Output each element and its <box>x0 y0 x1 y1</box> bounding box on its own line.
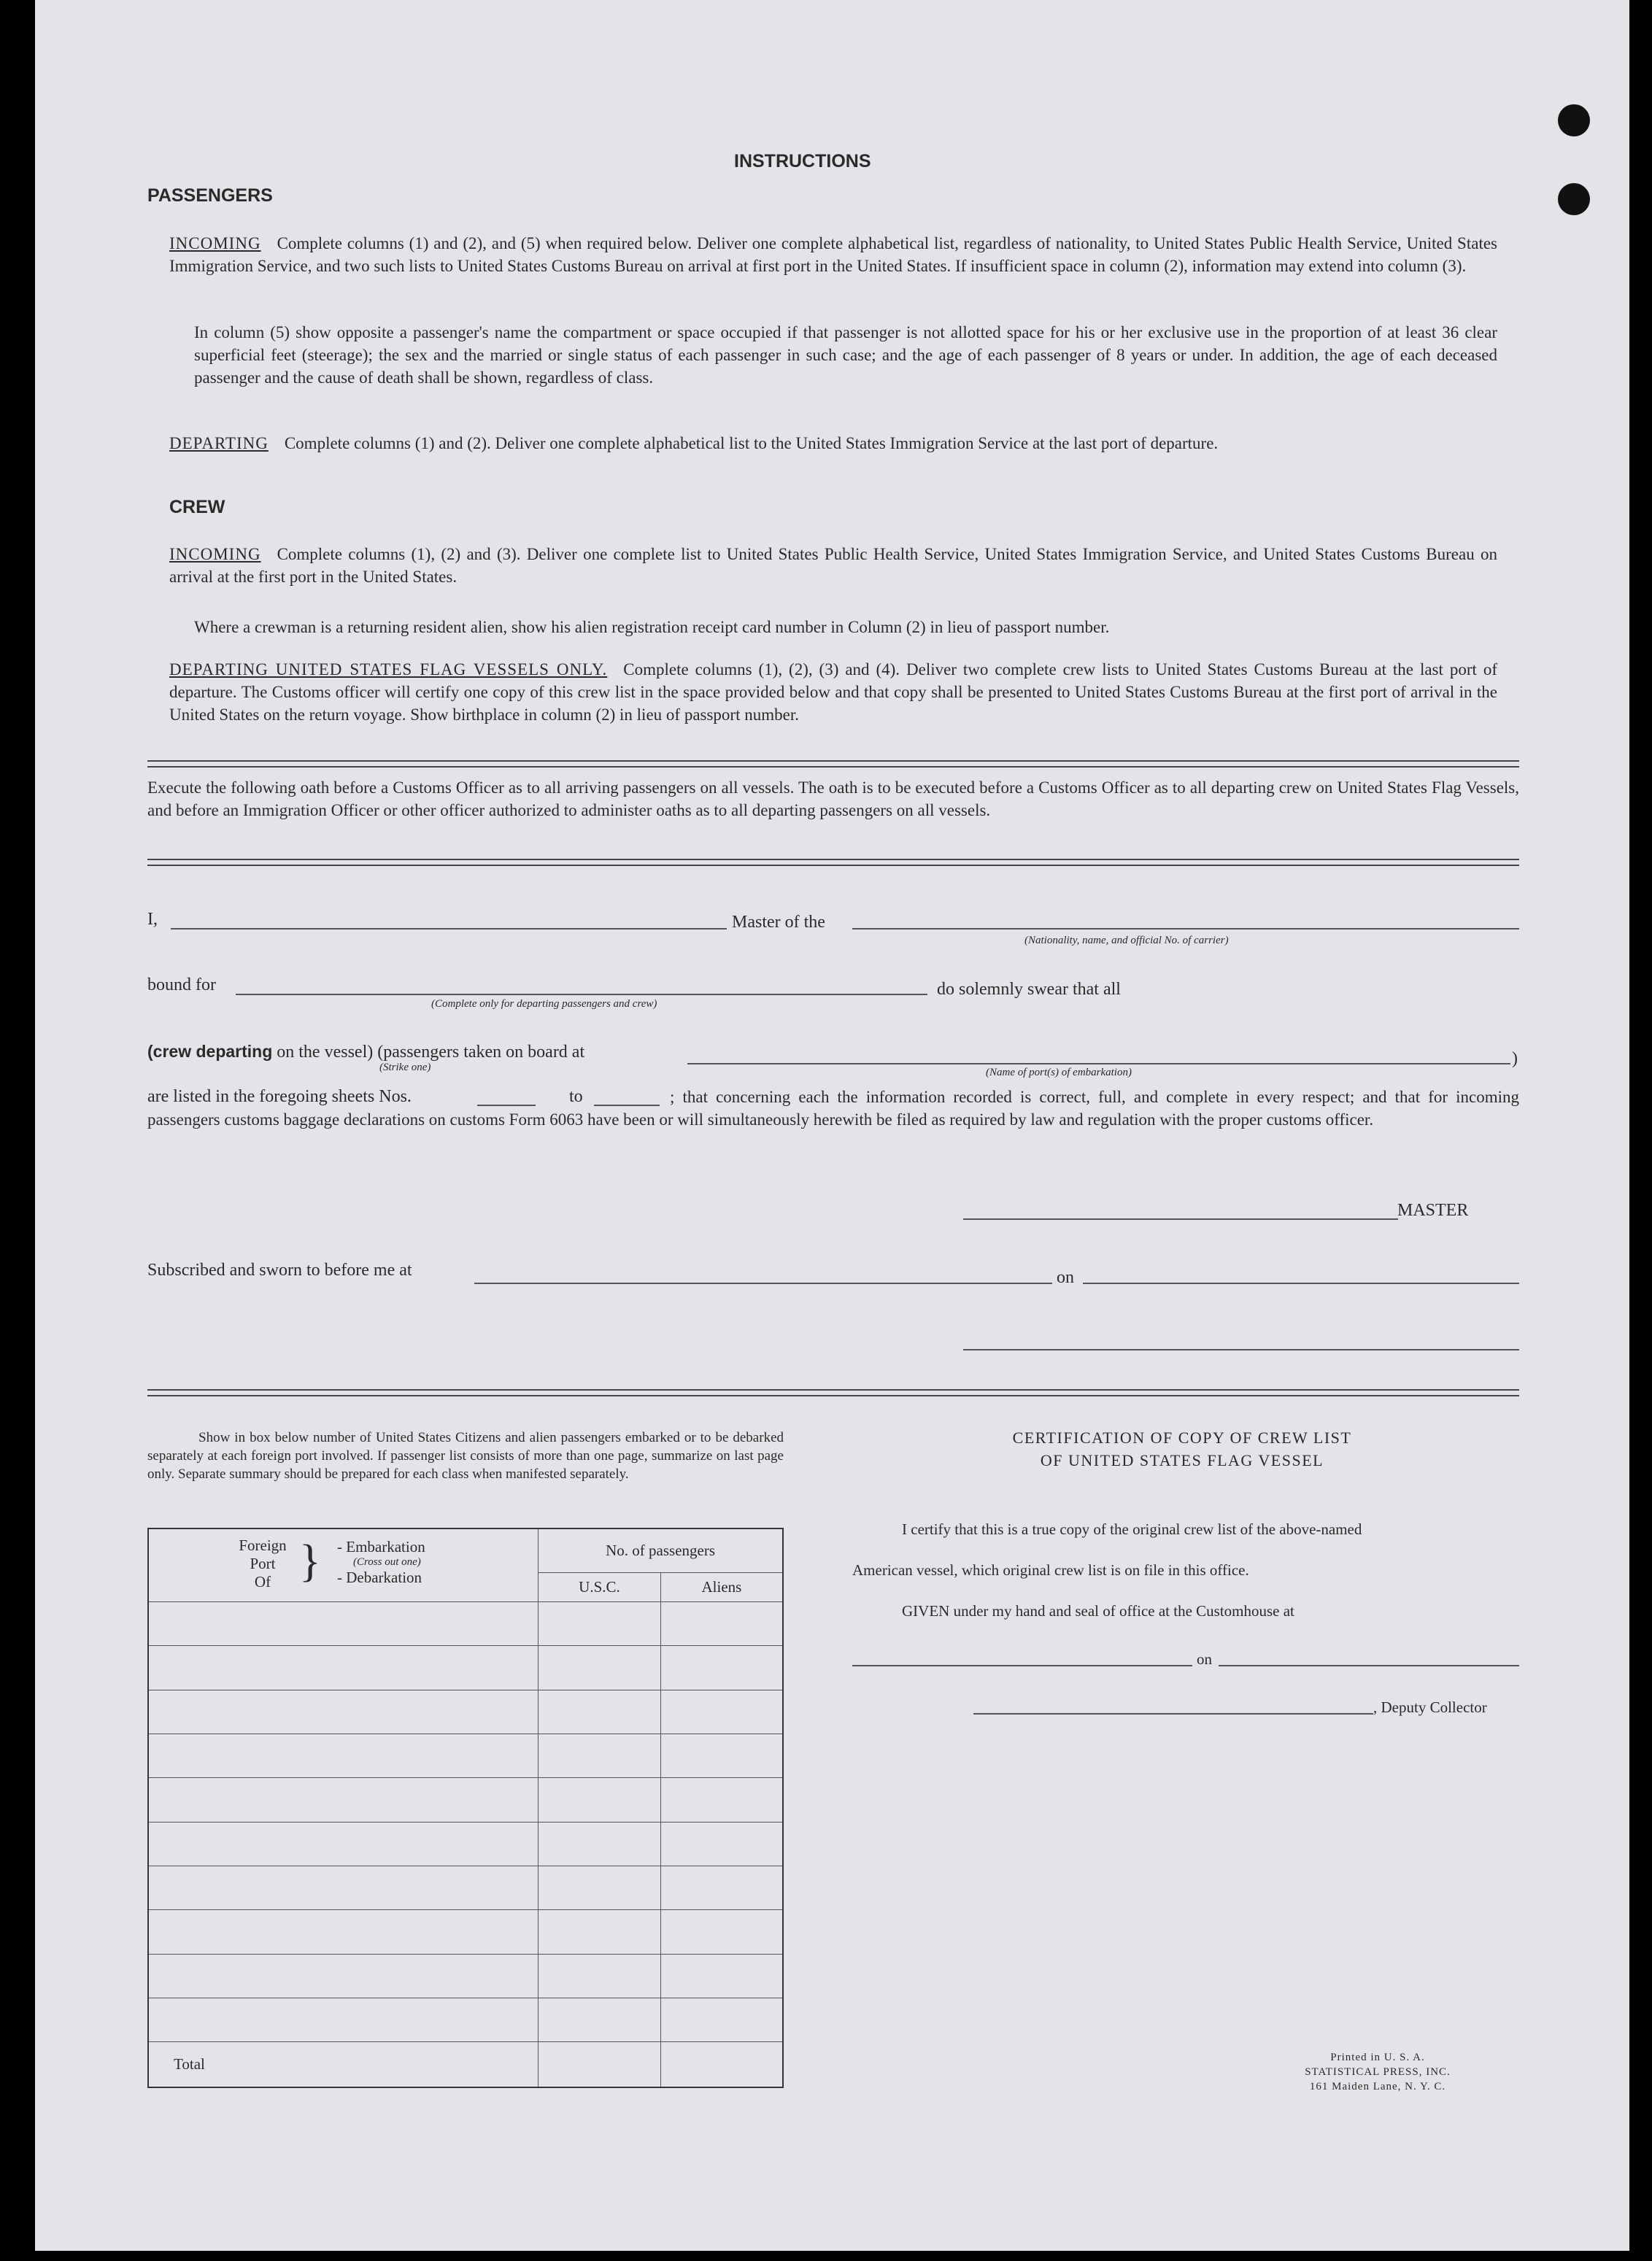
given-text: GIVEN under my hand and seal of office at the Customhouse at <box>902 1602 1294 1620</box>
passengers-departing-text: Complete columns (1) and (2). Deliver one complete alphabetical list to the United States Immigration Service at the last port of departure. <box>284 434 1219 452</box>
table-body <box>148 1602 783 2042</box>
crew-departing-label: DEPARTING UNITED STATES FLAG VESSELS ONLY. <box>169 660 608 679</box>
usc-cell[interactable] <box>539 1734 661 1777</box>
american-vessel-text: American vessel, which original crew list is on file in this office. <box>852 1561 1249 1579</box>
usc-cell[interactable] <box>539 1602 661 1646</box>
oath-i-label: I, <box>147 910 158 929</box>
deputy-signature-field[interactable] <box>973 1713 1373 1715</box>
bound-for-label: bound for <box>147 975 216 994</box>
officer-signature-field[interactable] <box>963 1349 1519 1350</box>
table-row <box>148 1954 783 1998</box>
debarkation-label: - Debarkation <box>337 1569 422 1586</box>
master-name-field[interactable] <box>171 928 727 929</box>
close-paren: ) <box>1512 1049 1518 1068</box>
strike-one-caption: (Strike one) <box>379 1062 431 1073</box>
table-header-row <box>148 1528 783 1572</box>
table-row <box>148 1998 783 2041</box>
section-divider <box>147 1389 1519 1396</box>
foreign-port-label <box>232 1537 293 1591</box>
crew-departing-paragraph <box>169 658 1497 726</box>
aliens-cell[interactable] <box>660 1866 783 1909</box>
printer-line3: 161 Maiden Lane, N. Y. C. <box>1309 2081 1446 2092</box>
port-cell[interactable] <box>148 1646 539 1690</box>
usc-cell[interactable] <box>539 1646 661 1690</box>
usc-cell[interactable] <box>539 1954 661 1998</box>
passengers-heading: PASSENGERS <box>147 185 273 206</box>
aliens-cell[interactable] <box>660 1778 783 1822</box>
crew-incoming-text: Complete columns (1), (2) and (3). Deliver one complete list to United States Public Health Service, United States Immigration Service, and United States Customs Bureau on arrival at the first port in the United States. <box>169 545 1497 586</box>
port-cell[interactable] <box>148 1954 539 1998</box>
customhouse-field[interactable] <box>852 1665 1192 1666</box>
certification-title-line2: OF UNITED STATES FLAG VESSEL <box>1040 1451 1324 1469</box>
aliens-cell[interactable] <box>660 1734 783 1777</box>
crew-departing-text: Complete columns (1), (2), (3) and (4). Deliver two complete crew lists to United States Customs Bureau at the last port of departure. The Customs officer will certify one copy of this crew list in the space provided below and that copy shall be presented to United States Customs Bureau at the first port of arrival in the United States on the return voyage. Show birthplace in column (2) in lieu of passport number. <box>169 660 1498 724</box>
oath-instruction: Execute the following oath before a Customs Officer as to all arriving passengers on all vessels. The oath is to be executed before a Customs Officer as to all departing crew on United States Flag Vessels, and before an Immigration Officer or other officer authorized to administer oaths as to all departing passengers on all vessels. <box>147 778 1519 819</box>
aliens-cell[interactable] <box>660 1910 783 1954</box>
crew-departing-bold: (crew departing <box>147 1042 273 1061</box>
aliens-cell[interactable] <box>660 1646 783 1690</box>
passengers-incoming-text: Complete columns (1) and (2), and (5) when required below. Deliver one complete alphabetical list, regardless of nationality, to United States Public Health Service, United States Immigration Service, and two such lists to United States Customs Bureau on arrival at first port in the United States. If insufficient space in column (2), information may extend into column (3). <box>169 234 1497 275</box>
brace-icon: } <box>299 1537 321 1586</box>
section-divider <box>147 760 1519 768</box>
table-row <box>148 1602 783 1646</box>
master-label: MASTER <box>1397 1201 1469 1220</box>
subscribed-label: Subscribed and sworn to before me at <box>147 1261 412 1280</box>
carrier-field[interactable] <box>852 928 1519 929</box>
no-of-passengers-header: No. of passengers <box>539 1528 783 1572</box>
certify-text: I certify that this is a true copy of the original crew list of the above-named <box>902 1520 1362 1538</box>
embarkation-options <box>337 1538 425 1586</box>
section-divider <box>147 859 1519 866</box>
deputy-collector-label: , Deputy Collector <box>1373 1698 1487 1716</box>
usc-cell[interactable] <box>539 1866 661 1909</box>
printer-line1: Printed in U. S. A. <box>1330 2052 1425 2063</box>
passenger-summary-table <box>147 1528 784 2088</box>
port-cell[interactable] <box>148 1690 539 1734</box>
table-row <box>148 1690 783 1734</box>
port-label: Port <box>250 1555 276 1572</box>
cross-out-label: (Cross out one) <box>353 1556 421 1568</box>
total-aliens-cell[interactable] <box>660 2042 783 2087</box>
master-signature-field[interactable] <box>963 1218 1398 1220</box>
table-row <box>148 1734 783 1777</box>
aliens-cell[interactable] <box>660 1602 783 1646</box>
listed-sheets-paragraph: ; that concerning each the information recorded is correct, full, and complete in every respect; and that for incoming passengers customs baggage declarations on customs Form 6063 have been or will simultaneously herewith be filed as required by law and regulation with the proper customs officer. <box>147 1088 1519 1129</box>
punch-hole-icon <box>1558 104 1590 136</box>
aliens-cell[interactable] <box>660 1822 783 1866</box>
crew-heading: CREW <box>169 497 225 517</box>
aliens-cell[interactable] <box>660 1954 783 1998</box>
aliens-header: Aliens <box>660 1572 783 1601</box>
column5-paragraph: In column (5) show opposite a passenger's name the compartment or space occupied if that passenger is not allotted space for his or her exclusive use in the proportion of at least 36 clear superficial feet (steerage); the sex and the married or single status of each passenger in such case; and the age of each passenger of 8 years or under. In addition, the age of each deceased passenger and the cause of death shall be shown, regardless of class. <box>194 323 1497 387</box>
port-cell[interactable] <box>148 1822 539 1866</box>
crew-resident-paragraph: Where a crewman is a returning resident alien, show his alien registration receipt card number in Column (2) in lieu of passport number. <box>194 618 1110 636</box>
passengers-departing-paragraph <box>169 432 1497 455</box>
total-label: Total <box>148 2042 539 2087</box>
form-page <box>35 0 1629 2251</box>
summary-instruction: Show in box below number of United States Citizens and alien passengers embarked or to be debarked separately at each foreign port involved. If passenger list consists of more than one page, summarize on last page only. Separate summary should be prepared for each class when manifested separately. <box>147 1430 784 1482</box>
port-cell[interactable] <box>148 1866 539 1909</box>
punch-hole-icon <box>1558 183 1590 215</box>
cert-date-field[interactable] <box>1219 1665 1519 1666</box>
passengers-departing-label: DEPARTING <box>169 434 269 452</box>
passengers-incoming-label: INCOMING <box>169 234 261 252</box>
usc-cell[interactable] <box>539 1690 661 1734</box>
aliens-cell[interactable] <box>660 1690 783 1734</box>
printer-imprint <box>1268 2050 1487 2094</box>
certification-title <box>881 1426 1483 1472</box>
crew-incoming-paragraph <box>169 543 1497 588</box>
instructions-heading: INSTRUCTIONS <box>734 151 871 171</box>
of-label: Of <box>254 1573 271 1591</box>
table-row <box>148 1822 783 1866</box>
certification-title-line1: CERTIFICATION OF COPY OF CREW LIST <box>1012 1429 1352 1447</box>
port-cell[interactable] <box>148 1602 539 1646</box>
table-row <box>148 1778 783 1822</box>
usc-cell[interactable] <box>539 1778 661 1822</box>
to-label: to <box>569 1087 583 1106</box>
table-row <box>148 1866 783 1909</box>
sworn-on-label: on <box>1057 1268 1074 1287</box>
aliens-cell[interactable] <box>660 1998 783 2041</box>
crew-departing-rest: on the vessel) (passengers taken on board at <box>277 1043 585 1062</box>
listed-sheets-label: are listed in the foregoing sheets Nos. <box>147 1087 412 1106</box>
table-row <box>148 1910 783 1954</box>
port-cell[interactable] <box>148 1910 539 1954</box>
embarkation-port-caption: (Name of port(s) of embarkation) <box>986 1067 1132 1078</box>
carrier-caption: (Nationality, name, and official No. of carrier) <box>1024 935 1229 946</box>
crew-passengers-clause <box>147 1042 584 1062</box>
total-usc-cell[interactable] <box>539 2042 661 2087</box>
port-cell[interactable] <box>148 1998 539 2041</box>
foreign-label: Foreign <box>239 1537 287 1554</box>
bound-for-caption: (Complete only for departing passengers and crew) <box>431 998 657 1010</box>
embarkation-port-field[interactable] <box>687 1063 1510 1064</box>
master-of-the-label: Master of the <box>732 913 825 932</box>
embarkation-label: - Embarkation <box>337 1538 425 1555</box>
bound-for-field[interactable] <box>236 994 927 995</box>
swear-label: do solemnly swear that all <box>937 980 1121 999</box>
usc-cell[interactable] <box>539 1822 661 1866</box>
printer-line2: STATISTICAL PRESS, INC. <box>1305 2066 1451 2078</box>
sworn-date-field[interactable] <box>1083 1283 1519 1284</box>
port-cell[interactable] <box>148 1734 539 1777</box>
cert-on-label: on <box>1197 1650 1212 1668</box>
sworn-at-field[interactable] <box>474 1283 1052 1284</box>
table-row <box>148 1646 783 1690</box>
usc-cell[interactable] <box>539 1910 661 1954</box>
usc-header: U.S.C. <box>539 1572 661 1601</box>
foreign-port-header <box>148 1528 539 1602</box>
total-row <box>148 2042 783 2087</box>
port-cell[interactable] <box>148 1778 539 1822</box>
crew-incoming-label: INCOMING <box>169 545 261 563</box>
passengers-incoming-paragraph <box>169 232 1497 277</box>
usc-cell[interactable] <box>539 1998 661 2041</box>
